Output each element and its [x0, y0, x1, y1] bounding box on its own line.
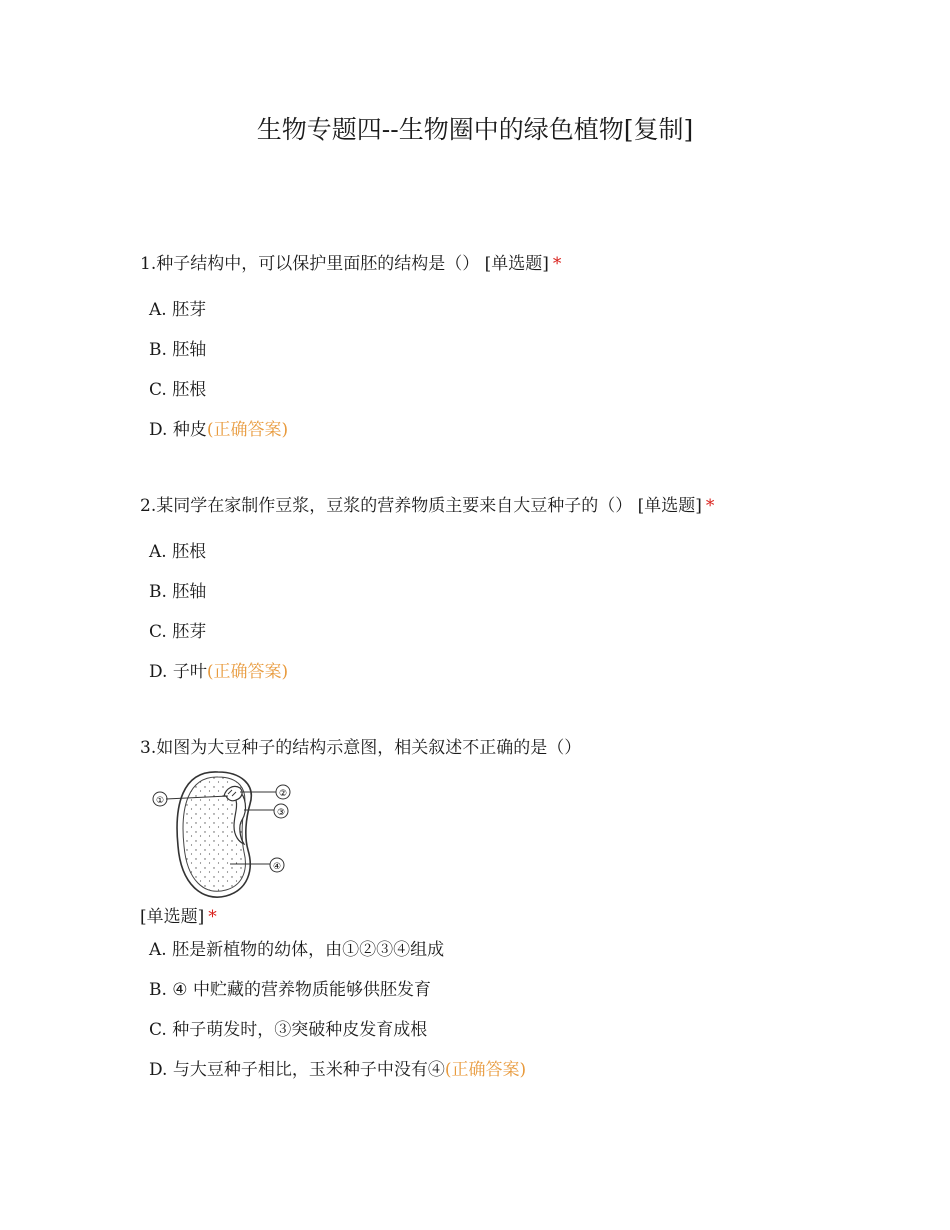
- required-mark: *: [552, 254, 562, 274]
- option-c[interactable]: [140, 620, 900, 660]
- correct-answer-badge: (正确答案): [206, 420, 289, 440]
- question-type: [单选题]: [637, 496, 702, 516]
- option-b[interactable]: [140, 338, 900, 378]
- figure-label-4: ④: [272, 862, 282, 872]
- option-label: C. 胚根: [149, 380, 207, 400]
- page-title: 生物专题四--生物圈中的绿色植物[复制]: [256, 115, 694, 144]
- required-mark: *: [705, 496, 715, 516]
- question-type: [单选题]: [484, 254, 549, 274]
- option-b[interactable]: [140, 580, 900, 620]
- figure-label-1: ①: [155, 796, 165, 806]
- option-d[interactable]: [140, 418, 900, 458]
- question-text: 2.某同学在家制作豆浆，豆浆的营养物质主要来自大豆种子的（）: [140, 496, 633, 516]
- option-label: B. 胚轴: [149, 582, 207, 602]
- question-text: 3.如图为大豆种子的结构示意图，相关叙述不正确的是（）: [140, 738, 582, 758]
- option-label: C. 胚芽: [149, 622, 207, 642]
- option-d[interactable]: [140, 1058, 900, 1098]
- question-type: [单选题]: [140, 907, 205, 927]
- option-a[interactable]: [140, 540, 900, 580]
- option-label: B. ④ 中贮藏的营养物质能够供胚发育: [149, 980, 431, 1000]
- option-a[interactable]: [140, 938, 900, 978]
- option-c[interactable]: [140, 1018, 900, 1058]
- correct-answer-badge: (正确答案): [444, 1060, 527, 1080]
- option-label: A. 胚是新植物的幼体，由①②③④组成: [149, 940, 445, 960]
- option-label: B. 胚轴: [149, 340, 207, 360]
- option-list: [140, 298, 900, 458]
- option-label: D. 子叶: [149, 662, 207, 682]
- question-3: [140, 736, 900, 1098]
- option-list: [140, 540, 900, 700]
- figure-label-3: ③: [276, 808, 286, 818]
- option-label: D. 种皮: [149, 420, 207, 440]
- question-2: [140, 494, 900, 700]
- option-d[interactable]: [140, 660, 900, 700]
- question-text: 1.种子结构中，可以保护里面胚的结构是（）: [140, 254, 480, 274]
- option-label: A. 胚芽: [149, 300, 207, 320]
- option-c[interactable]: [140, 378, 900, 418]
- option-label: A. 胚根: [149, 542, 207, 562]
- option-list: [140, 938, 900, 1098]
- option-b[interactable]: [140, 978, 900, 1018]
- figure-label-2: ②: [278, 789, 288, 799]
- correct-answer-badge: (正确答案): [206, 662, 289, 682]
- option-label: D. 与大豆种子相比，玉米种子中没有④: [149, 1060, 445, 1080]
- option-a[interactable]: [140, 298, 900, 338]
- required-mark: *: [208, 907, 217, 927]
- option-label: C. 种子萌发时，③突破种皮发育成根: [149, 1020, 428, 1040]
- soybean-seed-diagram: [140, 766, 300, 906]
- question-1: [140, 252, 900, 458]
